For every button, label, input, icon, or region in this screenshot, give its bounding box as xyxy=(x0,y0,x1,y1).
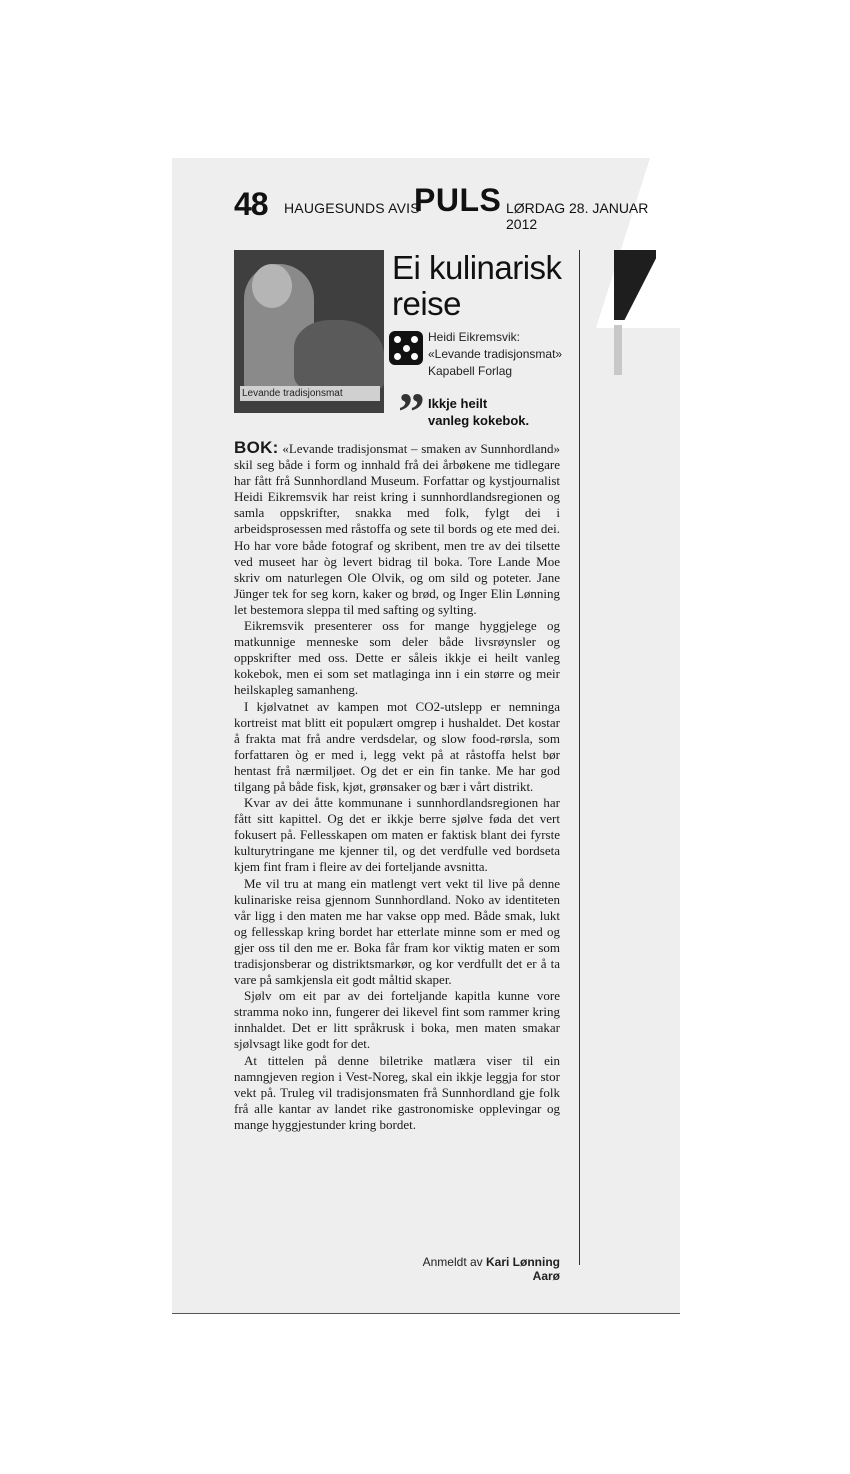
dice-five-icon xyxy=(389,331,423,365)
article-title xyxy=(392,250,577,322)
section-name: PULS xyxy=(414,182,502,218)
pull-quote-line-1: Ikkje heilt xyxy=(428,396,488,411)
photo-vegetables xyxy=(294,320,384,390)
photo-person-head xyxy=(252,264,292,308)
adjacent-column-fragment-shade xyxy=(614,325,622,375)
kicker: BOK: xyxy=(234,438,279,457)
title-line-1: Ei kulinarisk xyxy=(392,249,562,286)
byline-name: Kari Lønning Aarø xyxy=(486,1255,560,1283)
paragraph-7: At tittelen på denne biletrike matlæra viser til ein namngjeven region i Vest-Noreg, skal ein ikkje leggja for stor vekt på. Truleg vil tradisjonsmaten frå Sunnhordland gje folk frå alle kantar av landet rike gastronomiske opplevingar og mange hyggjestunder kring bordet. xyxy=(234,1052,560,1132)
page-header xyxy=(234,182,666,232)
article-body xyxy=(234,440,560,1133)
column-rule xyxy=(579,250,580,1265)
quote-mark-icon: ” xyxy=(398,382,425,442)
page-number: 48 xyxy=(234,186,268,222)
book-title: «Levande tradisjonsmat» xyxy=(428,347,563,361)
paragraph-1-text: «Levande tradisjonsmat – smaken av Sunnhordland» skil seg både i form og innhald frå dei årbøkene me tidlegare har fått frå Sunnhordland Museum. Forfattar og kystjournalist Heidi Eikremsvik har reist kring i sunnhordlandsregionen og samla oppskrifter, snakka med folk, fylgt dei i arbeidsprosessen med råstoffa og sete til bords og ete med dei. Ho har vore både fotograf og skribent, men tre av dei tilsette ved museet har òg levert bidrag til boka. Tore Lande Moe skriv om naturlegen Ole Olvik, og om sild og poteter. Jane Jünger tek for seg korn, kaker og brød, og Inger Elin Lønning let bestemora sleppa til med safting og sylting. xyxy=(234,441,560,617)
book-info xyxy=(428,329,578,380)
byline-prefix: Anmeldt av xyxy=(422,1255,483,1269)
paragraph-2: Eikremsvik presenterer oss for mange hyggjelege og matkunnige menneske som deler både livsrøynsler og oppskrifter med oss. Dette er såleis ikkje ei heilt vanleg kokebok, men ei som set matlaginga inn i ein større og meir heilskapleg samanheng. xyxy=(234,618,560,698)
newspaper-name: HAUGESUNDS AVIS xyxy=(284,200,420,216)
paragraph-4: Kvar av dei åtte kommunane i sunnhordlandsregionen har fått sitt kapittel. Og det er ikkje berre sjølve føda det vert fokusert på. Fellesskapen om maten er faktisk blant dei fyrste kulturytringane me kjenner til, og det verdfulle ved bordseta kjem fint fram i fleire av dei forteljande avsnitta. xyxy=(234,795,560,875)
clipping-bottom-edge xyxy=(172,1313,680,1314)
paragraph-3: I kjølvatnet av kampen mot CO2-utslepp er nemninga kortreist mat blitt eit populært omgrep i hushaldet. Det kostar å frakta mat frå andre verdsdelar, og slow food-rørsla, som forfattaren òg er med i, legg vekt på at råstoffa helst bør hentast frå nærmiljøet. Og det er ein fin tanke. Me har god tilgang på både fisk, kjøt, grønsaker og bær i vårt distrikt. xyxy=(234,698,560,794)
book-cover-photo xyxy=(234,250,384,413)
book-publisher: Kapabell Forlag xyxy=(428,364,513,378)
title-line-2: reise xyxy=(392,285,462,322)
photo-caption: Levande tradisjonsmat xyxy=(240,386,380,401)
book-author: Heidi Eikremsvik: xyxy=(428,330,521,344)
issue-date: LØRDAG 28. JANUAR 2012 xyxy=(506,200,649,232)
paragraph-1 xyxy=(234,440,560,618)
byline xyxy=(394,1255,560,1283)
paragraph-5: Me vil tru at mang ein matlengt vert vekt til live på denne kulinariske reisa gjennom Sunnhordland. Noko av identiteten vår ligg i den maten me har vakse opp med. Både smak, lukt og fellesskap kring bordet har etterlate minne som er med og gjer oss til den me er. Boka får fram kor viktig maten er som tradisjonsberar og distriktsmarkør, og kor verdfullt det er å ta vare på samkjensla eit godt måltid skaper. xyxy=(234,875,560,988)
pull-quote-line-2: vanleg kokebok. xyxy=(428,413,530,428)
pull-quote xyxy=(428,395,578,429)
paragraph-6: Sjølv om eit par av dei forteljande kapitla kunne vore stramma noko inn, fungerer dei likevel fint som rammer kring innhaldet. Det er litt språkrusk i boka, men maten smakar sjølvsagt like godt for det. xyxy=(234,988,560,1052)
